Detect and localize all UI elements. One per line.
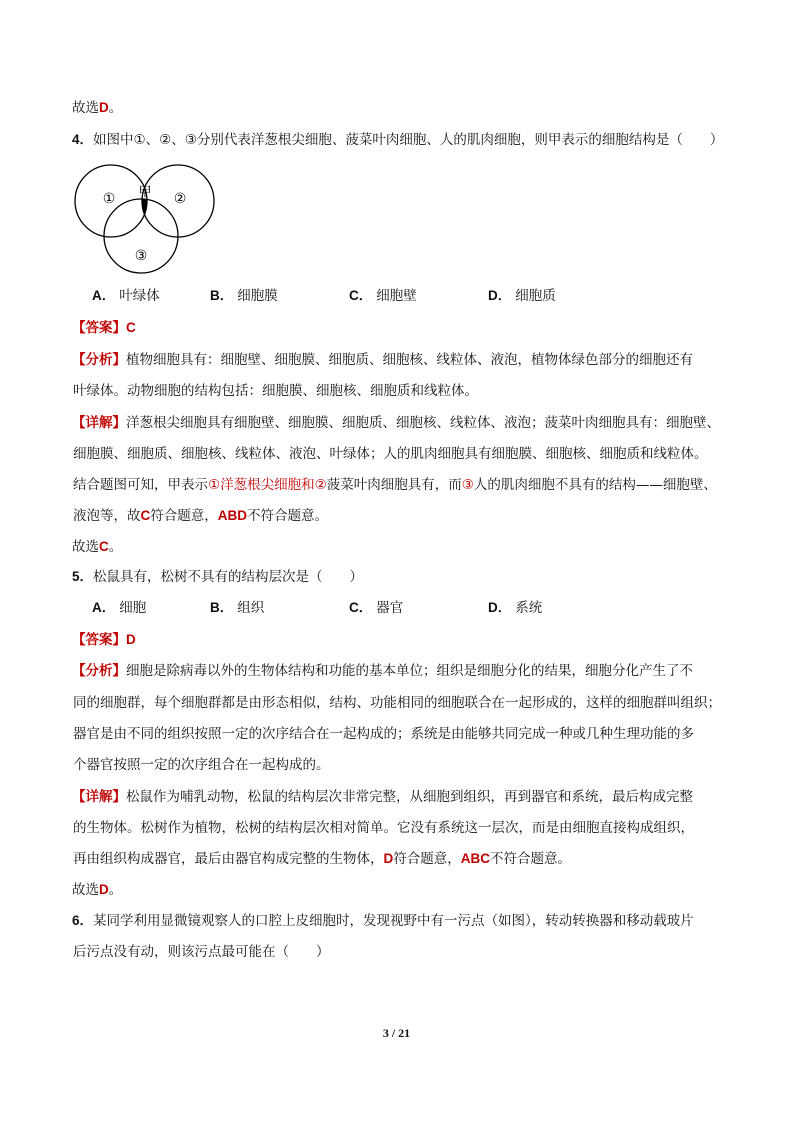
q4-option-c: C． 细胞壁 [349,288,417,304]
q5-analysis-line-2: 同的细胞群，每个细胞群都是由形态相似，结构、功能相同的细胞联合在一起形成的，这样的细胞群叫组织； [73,695,721,711]
venn-diagram [74,164,216,276]
q6-stem-line-1: 6．某同学利用显微镜观察人的口腔上皮细胞时，发现视野中有一污点（如图），转动转换器和移动载玻片 [72,913,694,929]
q5-detail-line-3: 再由组织构成器官，最后由器官构成完整的生物体，D符合题意，ABC不符合题意。 [73,851,571,867]
q4-option-a: A． 叶绿体 [92,288,160,304]
q4-detail-line-3: 结合题图可知，甲表示①洋葱根尖细胞和②菠菜叶肉细胞具有，而③人的肌肉细胞不具有的结构——细胞壁、 [73,477,717,493]
page-number: 3 / 21 [382,1026,411,1040]
venn-label-3: ③ [134,248,148,264]
q4-detail-line-4: 液泡等，故C符合题意，ABD不符合题意。 [73,508,328,524]
q5-option-d: D． 系统 [488,600,543,616]
q5-detail-line-2: 的生物体。松树作为植物，松树的结构层次相对简单。它没有系统这一层次，而是由细胞直接构成组织， [73,820,694,836]
q5-final-answer: 故选D。 [72,882,123,898]
q5-option-a: A． 细胞 [92,600,147,616]
q5-analysis-line-4: 个器官按照一定的次序组合在一起构成的。 [73,757,330,773]
q4-analysis-line-1: 【分析】植物细胞具有：细胞壁、细胞膜、细胞质、细胞核、线粒体、液泡，植物体绿色部分的细胞还有 [72,352,693,368]
q3-final-answer: 故选D。 [72,100,123,116]
q5-stem: 5．松鼠具有，松树不具有的结构层次是（ ） [72,569,364,585]
q5-detail-line-1: 【详解】松鼠作为哺乳动物，松鼠的结构层次非常完整，从细胞到组织，再到器官和系统，最后构成完整 [72,789,693,805]
q5-option-b: B． 组织 [210,600,265,616]
q4-option-d: D． 细胞质 [488,288,556,304]
q5-answer: 【答案】D [72,632,136,648]
q4-stem: 4．如图中①、②、③分别代表洋葱根尖细胞、菠菜叶肉细胞、人的肌肉细胞，则甲表示的细胞结构是（ ） [72,132,724,148]
venn-label-1: ① [102,191,116,207]
q5-analysis-line-3: 器官是由不同的组织按照一定的次序结合在一起构成的；系统是由能够共同完成一种或几种生理功能的多 [73,726,694,742]
q5-option-c: C． 器官 [349,600,404,616]
q4-detail-line-2: 细胞膜、细胞质、细胞核、线粒体、液泡、叶绿体；人的肌肉细胞具有细胞膜、细胞核、细胞质和线粒体。 [73,446,708,462]
venn-label-2: ② [173,191,187,207]
q6-stem-line-2: 后污点没有动，则该污点最可能在（ ） [73,944,330,960]
q4-option-b: B． 细胞膜 [210,288,278,304]
venn-label-center: 甲 [138,185,152,200]
q4-analysis-line-2: 叶绿体。动物细胞的结构包括：细胞膜、细胞核、细胞质和线粒体。 [73,383,478,399]
q4-answer: 【答案】C [72,320,136,336]
q4-final-answer: 故选C。 [72,539,123,555]
q4-detail-line-1: 【详解】洋葱根尖细胞具有细胞壁、细胞膜、细胞质、细胞核、线粒体、液泡；菠菜叶肉细胞具有：细胞壁、 [72,415,720,431]
q5-analysis-line-1: 【分析】细胞是除病毒以外的生物体结构和功能的基本单位；组织是细胞分化的结果，细胞分化产生了不 [72,663,693,679]
